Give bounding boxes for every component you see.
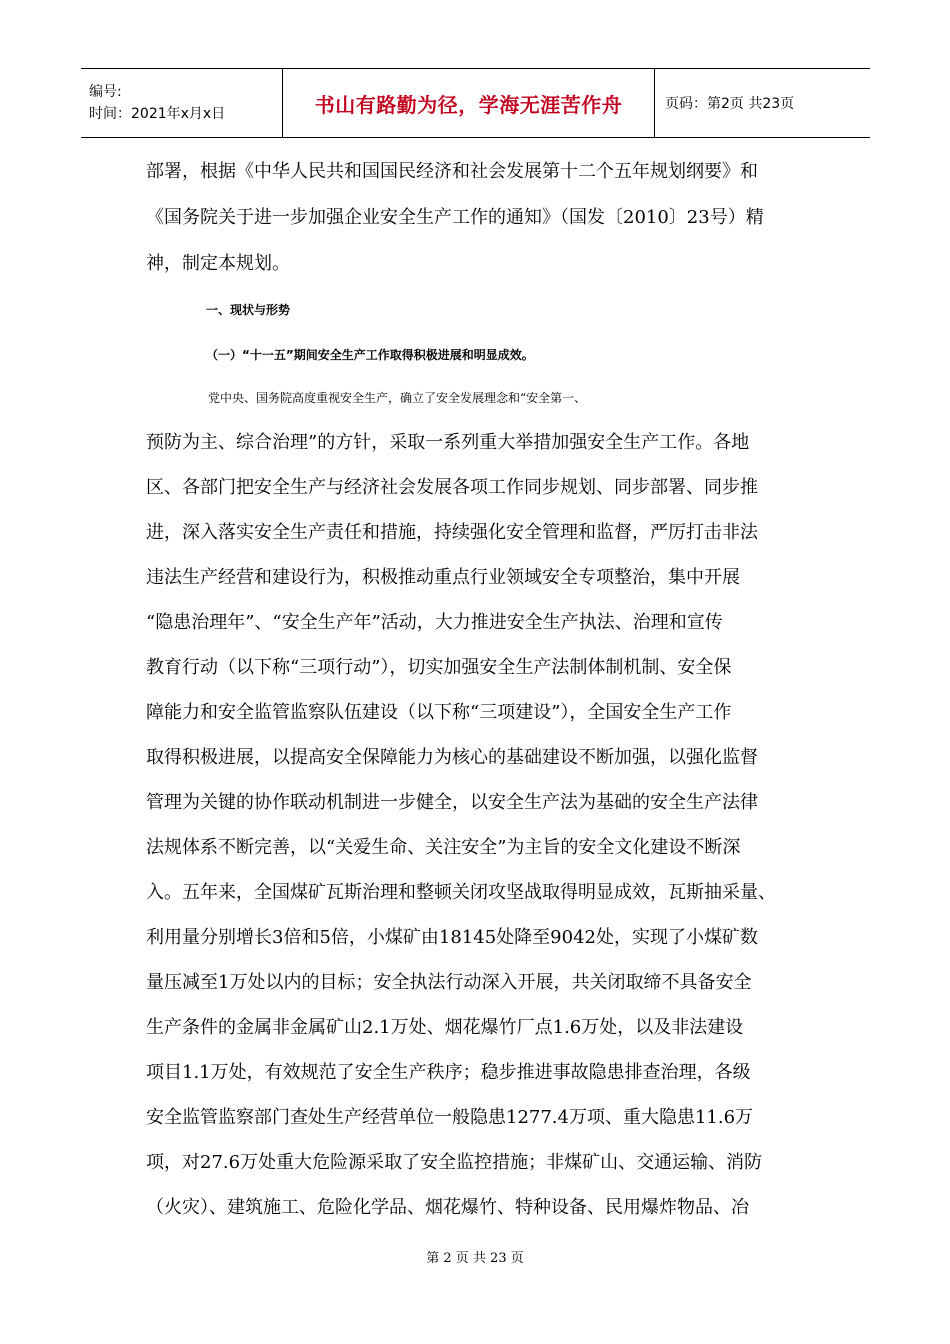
document-time-label: 时间：2021年x月x日 [89,106,226,122]
paragraph-line: 神，制定本规划。 [146,253,290,274]
section-heading: 一、现状与形势 [206,303,291,317]
paragraph-line: 违法生产经营和建设行为，积极推动重点行业领域安全专项整治，集中开展 [146,567,740,588]
paragraph-line: 进，深入落实安全生产责任和措施，持续强化安全管理和监督，严厉打击非法 [146,522,758,543]
paragraph-line: 利用量分别增长3倍和5倍，小煤矿由18145处降至9042处，实现了小煤矿数 [146,927,758,948]
paragraph-line: （火灾）、建筑施工、危险化学品、烟花爆竹、特种设备、民用爆炸物品、冶 [146,1197,749,1218]
paragraph-line: 生产条件的金属非金属矿山2.1万处、烟花爆竹厂点1.6万处，以及非法建设 [146,1017,744,1038]
paragraph-line: 入。五年来，全国煤矿瓦斯治理和整顿关闭攻坚战取得明显成效，瓦斯抽采量、 [146,882,776,903]
header-page-label: 页码：第2页 共23页 [665,96,795,112]
header-motto: 书山有路勤为径，学海无涯苦作舟 [314,92,623,117]
paragraph-line: 障能力和安全监管监察队伍建设（以下称“三项建设”），全国安全生产工作 [146,702,732,723]
header-motto-cell [283,69,655,137]
subsection-heading: （一）“十一五”期间安全生产工作取得积极进展和明显成效。 [206,348,534,362]
paragraph-line: 教育行动（以下称“三项行动”），切实加强安全生产法制体制机制、安全保 [146,657,732,678]
paragraph-line: 《国务院关于进一步加强企业安全生产工作的通知》（国发〔2010〕23号）精 [146,207,764,228]
paragraph-line: 法规体系不断完善，以“关爱生命、关注安全”为主旨的安全文化建设不断深 [146,837,741,858]
paragraph-line: 党中央、国务院高度重视安全生产，确立了安全发展理念和“安全第一、 [208,391,587,405]
paragraph-line: 项，对27.6万处重大危险源采取了安全监控措施；非煤矿山、交通运输、消防 [146,1152,763,1173]
header-info [81,69,283,137]
paragraph-line: 预防为主、综合治理”的方针，采取一系列重大举措加强安全生产工作。各地 [146,432,750,453]
document-header [81,68,870,138]
document-number-label: 编号: [89,84,122,100]
page-footer: 第 2 页 共 23 页 [426,1251,524,1266]
paragraph-line: 区、各部门把安全生产与经济社会发展各项工作同步规划、同步部署、同步推 [146,477,758,498]
paragraph-line: 取得积极进展，以提高安全保障能力为核心的基础建设不断加强，以强化监督 [146,747,758,768]
paragraph-line: 项目1.1万处，有效规范了安全生产秩序；稳步推进事故隐患排查治理，各级 [146,1062,751,1083]
header-page-cell [655,69,870,137]
paragraph-line: 部署，根据《中华人民共和国国民经济和社会发展第十二个五年规划纲要》和 [146,161,758,182]
paragraph-line: “隐患治理年”、“安全生产年”活动，大力推进安全生产执法、治理和宣传 [146,612,723,633]
paragraph-line: 安全监管监察部门查处生产经营单位一般隐患1277.4万项、重大隐患11.6万 [146,1107,754,1128]
paragraph-line: 管理为关键的协作联动机制进一步健全，以安全生产法为基础的安全生产法律 [146,792,758,813]
paragraph-line: 量压减至1万处以内的目标；安全执法行动深入开展，共关闭取缔不具备安全 [146,972,752,993]
